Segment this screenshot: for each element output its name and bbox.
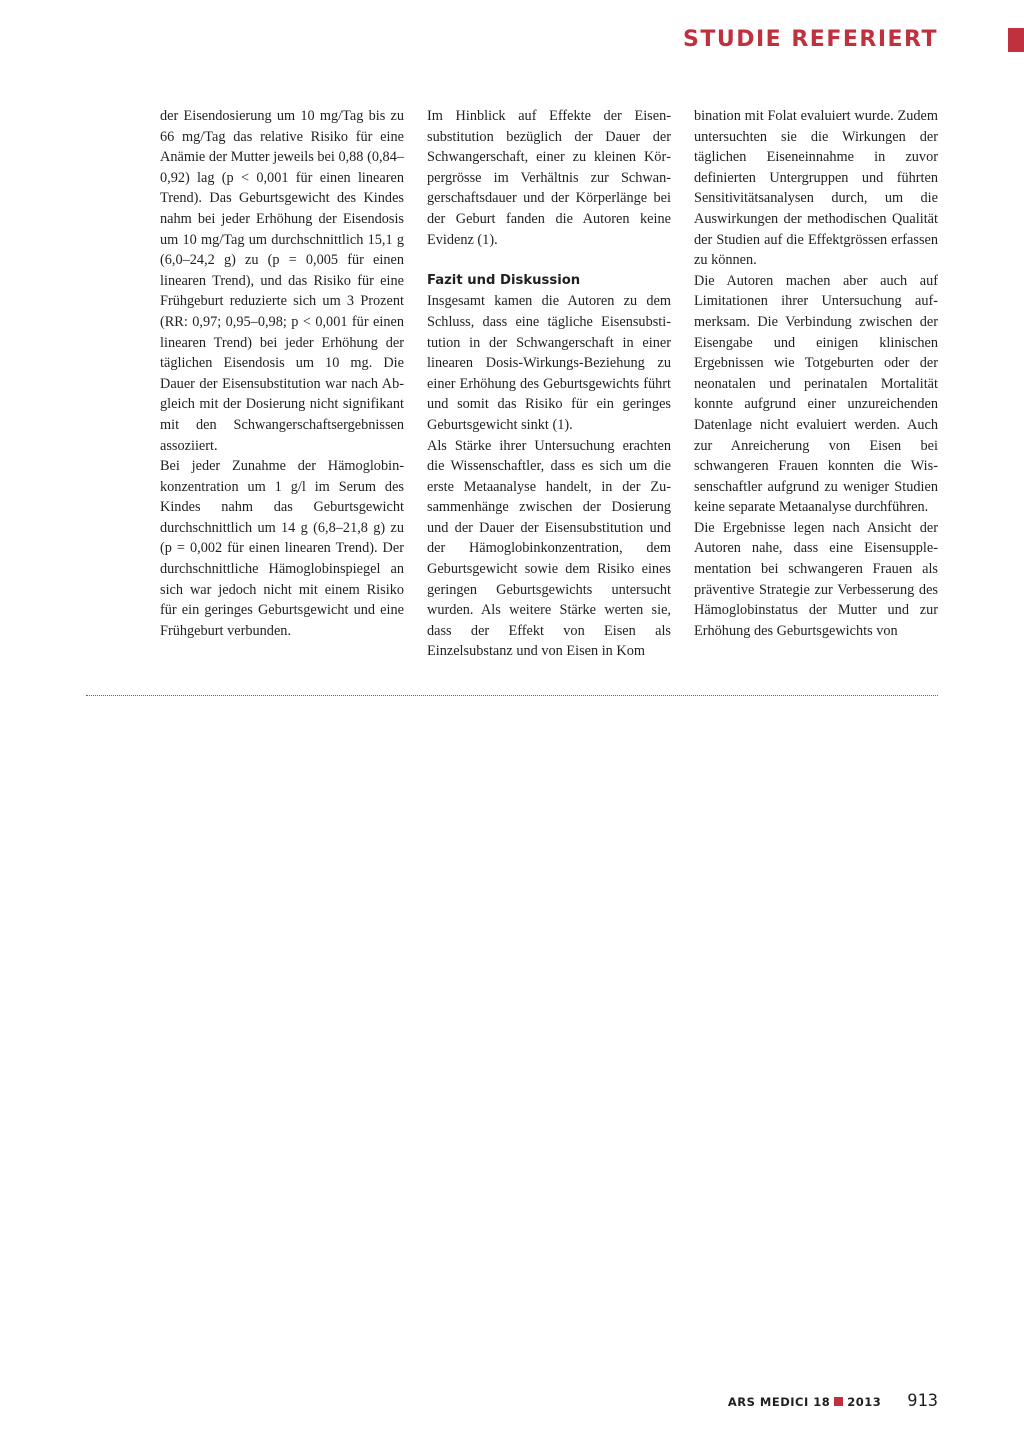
paragraph: der Eisendosierung um 10 mg/Tag bis zu 66 mg/Tag das relative Risiko für eine Anämie der Mutter jeweils bei 0,88 (0,84–0,92) lag (p < 0,001 für einen linearen Trend). Das Geburtsgewicht des Kindes nahm bei jeder Erhöhung der Eisendosis um 10 mg/Tag um durchschnittlich 15,1 g (6,0–24,2 g) zu (p = 0,005 für einen linearen Trend), und das Risiko für eine Frühgeburt reduzierte sich um 3 Prozent (RR: 0,97; 0,95–0,98; p < 0,001 für einen linearen Trend) bei jeder Erhöhung der täglichen Eisendosis um 10 mg. Die Dauer der Eisensubstitution war nach Abgleich mit der Dosierung nicht signifikant mit den Schwangerschaftsergebnissen assoziiert.	[160, 108, 404, 454]
section-label: STUDIE REFERIERT	[683, 27, 938, 52]
dotted-divider	[86, 695, 938, 696]
column-2	[427, 106, 671, 662]
paragraph: Insgesamt kamen die Autoren zu dem Schluss, dass eine tägliche Eisensubstitution in der Schwangerschaft in einer linearen Dosis-Wirkungs-Beziehung zu einer Erhöhung des Geburtsgewichts führt und somit das Risiko für ein geringes Geburtsgewicht sinkt (1).	[427, 293, 671, 433]
edge-marker	[1008, 28, 1024, 52]
page-number: 913	[907, 1391, 938, 1411]
paragraph: Im Hinblick auf Effekte der Eisensubstitution bezüglich der Dauer der Schwangerschaft, einer zu kleinen Körpergrösse im Verhältnis zur Schwangerschaftsdauer und der Körperlänge bei der Geburt fanden die Autoren keine Evidenz (1).	[427, 108, 671, 248]
page-footer	[728, 1391, 938, 1411]
paragraph: Bei jeder Zunahme der Hämoglobinkonzentration um 1 g/l im Serum des Kindes nahm das Geburtsgewicht durchschnittlich um 14 g (6,8–21,8 g) zu (p = 0,002 für einen linearen Trend). Der durchschnittliche Hämoglobinspiegel an sich war jedoch nicht mit einem Risiko für ein geringes Geburtsgewicht und eine Frühgeburt verbunden.	[160, 458, 404, 639]
column-3	[694, 106, 938, 662]
square-icon	[834, 1397, 843, 1406]
paragraph: Die Autoren machen aber auch auf Limitationen ihrer Untersuchung aufmerksam. Die Verbindung zwischen der Eisengabe und einigen klinischen Ergebnissen wie Totgeburten oder der neonatalen und perinatalen Mortalität konnte aufgrund einer unzureichenden Datenlage nicht evaluiert werden. Auch zur Anreicherung von Eisen bei schwangeren Frauen konnten die Wissenschaftler aufgrund zu weniger Studien keine separate Metaanalyse durchführen.	[694, 272, 938, 516]
paragraph: Als Stärke ihrer Untersuchung erachten die Wissenschaftler, dass es sich um die erste Metaanalyse handelt, in der Zusammenhänge zwischen der Dosierung und der Dauer der Eisensubstitution und der Hämoglobinkonzentration, dem Geburtsgewicht sowie dem Risiko eines geringen Geburtsgewichts untersucht wurden. Als weitere Stärke werten sie, dass der Effekt von Eisen als Einzelsubstanz und von Eisen in Kom	[427, 437, 671, 660]
column-1	[160, 106, 404, 662]
section-heading: Fazit und Diskussion	[427, 272, 581, 288]
spacer	[427, 250, 671, 271]
paragraph: Die Ergebnisse legen nach Ansicht der Autoren nahe, dass eine Eisensupplementation bei schwangeren Frauen als präventive Strategie zur Verbesserung des Hämoglobinstatus der Mutter und zur Erhöhung des Geburtsgewichts von	[694, 519, 938, 639]
issue-year: 2013	[847, 1395, 882, 1409]
article-body	[160, 106, 938, 662]
journal-name: ARS MEDICI 18	[727, 1395, 831, 1409]
paragraph: bination mit Folat evaluiert wurde. Zudem untersuchten sie die Wirkungen der täglichen Eiseneinnahme in zuvor definierten Untergruppen und führten Sensitivitätsanalysen durch, um die Auswirkungen der methodischen Qualität der Studien auf die Effektgrössen erfassen zu können.	[694, 108, 938, 269]
